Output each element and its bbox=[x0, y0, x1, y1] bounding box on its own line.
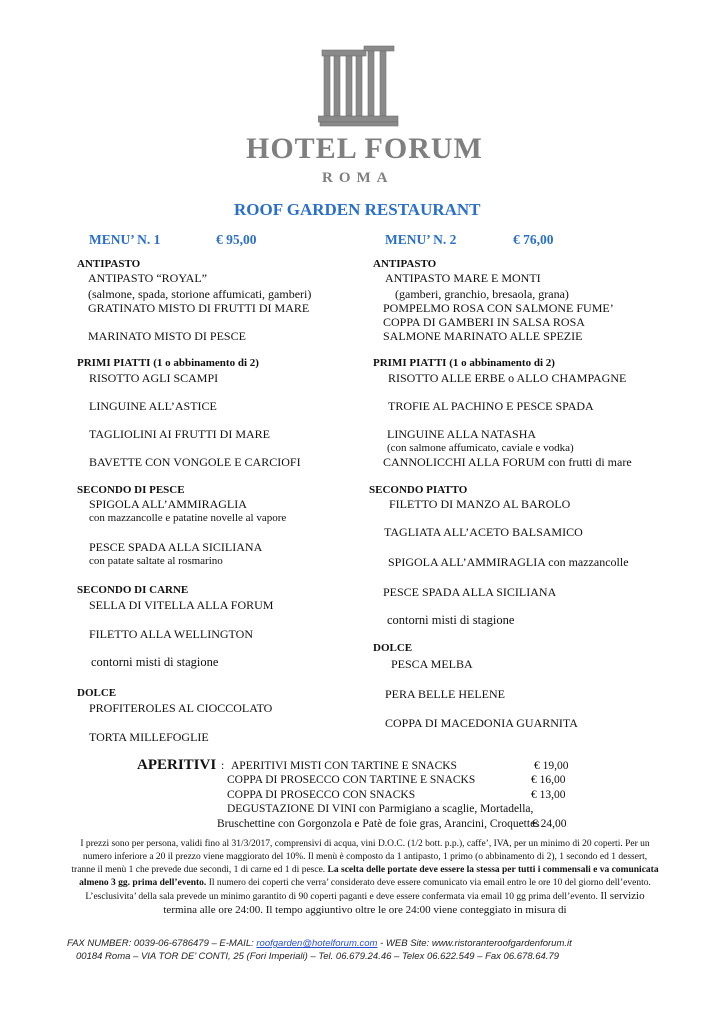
menu1-dolce-title: DOLCE bbox=[77, 687, 117, 699]
footer-fax: FAX NUMBER: 0039-06-6786479 – E-MAIL: bbox=[67, 938, 257, 949]
menu2-secondo-title: SECONDO PIATTO bbox=[369, 484, 468, 496]
menu2-antipasto-item: SALMONE MARINATO ALLE SPEZIE bbox=[383, 329, 583, 343]
aperitivi-price: € 24,00 bbox=[532, 818, 567, 830]
aperitivi-price: € 16,00 bbox=[531, 774, 566, 786]
terms-bold-line: La scelta delle portate deve essere la stessa per tutti i commensali e va comunicata almeno 3 gg. prima dell’evento. bbox=[79, 865, 659, 888]
menu1-antipasto-item: GRATINATO MISTO DI FRUTTI DI MARE bbox=[88, 301, 310, 315]
menu1-secondo-carne-item: SELLA DI VITELLA ALLA FORUM bbox=[89, 598, 274, 612]
terms-line: Il servizio termina alle ore 24:00. Il tempo aggiuntivo oltre le ore 24:00 viene conteggiato in misura di bbox=[163, 890, 645, 916]
menu2-primi-item: TROFIE AL PACHINO E PESCE SPADA bbox=[388, 399, 594, 413]
menu2-dolce-item: COPPA DI MACEDONIA GUARNITA bbox=[385, 716, 578, 730]
menu1-primi-item: RISOTTO AGLI SCAMPI bbox=[89, 371, 219, 385]
menu2-dolce-title: DOLCE bbox=[373, 642, 413, 654]
aperitivi-item: DEGUSTAZIONE DI VINI con Parmigiano a scaglie, Mortadella, bbox=[227, 803, 534, 815]
menu1-secondo-carne-item: FILETTO ALLA WELLINGTON bbox=[89, 627, 253, 641]
menu1-secondo-pesce-item: SPIGOLA ALL’AMMIRAGLIA bbox=[89, 497, 247, 511]
menu1-secondo-carne-item: contorni misti di stagione bbox=[91, 655, 219, 669]
menu2-dolce-item: PERA BELLE HELENE bbox=[385, 687, 505, 701]
terms-fine-print bbox=[70, 838, 660, 918]
terms-line: Per un numero inferiore a 20 il prezzo viene maggiorato del 10%. Il menù è composto da 1 antipasto, 1 primo (o abbinamento di 2), 1 secondo ed 1 dessert, tranne il menù 1 che prevede due secondi, 1 di carne ed 1 di pesce. bbox=[71, 839, 650, 875]
menu1-primi-item: LINGUINE ALL’ASTICE bbox=[89, 399, 217, 413]
columns-logo-icon bbox=[318, 40, 406, 128]
terms-line: Il numero dei coperti che verra’ considerato deve essere comunicato via email entro le ore 10 del giorno dell’evento. L’esclusivita’ della sala prevede un minimo garantito di 90 coperti paganti e deve essere confermata via email 10 gg prima dell’evento. bbox=[85, 878, 651, 902]
footer-email-link[interactable]: roofgarden@hotelforum.com bbox=[256, 938, 378, 949]
aperitivi-item: COPPA DI PROSECCO CON SNACKS bbox=[227, 789, 416, 801]
menu2-antipasto-item: (gamberi, granchio, bresaola, grana) bbox=[395, 287, 569, 301]
menu2-secondo-item: PESCE SPADA ALLA SICILIANA bbox=[383, 585, 557, 599]
menu1-price: € 95,00 bbox=[216, 232, 257, 247]
menu1-secondo-pesce-item: con patate saltate al rosmarino bbox=[89, 555, 223, 567]
menu1-antipasto-item: ANTIPASTO “ROYAL” bbox=[88, 271, 208, 285]
menu2-secondo-item: contorni misti di stagione bbox=[387, 613, 515, 627]
aperitivi-item: COPPA DI PROSECCO CON TARTINE E SNACKS bbox=[227, 774, 476, 786]
aperitivi-item: APERITIVI MISTI CON TARTINE E SNACKS bbox=[231, 760, 457, 772]
menu2-primi-item: RISOTTO ALLE ERBE o ALLO CHAMPAGNE bbox=[388, 371, 627, 385]
menu2-antipasto-item: POMPELMO ROSA CON SALMONE FUME’ bbox=[383, 301, 614, 315]
menu2-primi-title: PRIMI PIATTI (1 o abbinamento di 2) bbox=[373, 357, 555, 369]
aperitivi-label: APERITIVI bbox=[137, 757, 217, 773]
aperitivi-separator: : bbox=[221, 760, 225, 772]
menu1-dolce-item: PROFITEROLES AL CIOCCOLATO bbox=[89, 701, 273, 715]
footer-contact-line bbox=[67, 938, 572, 949]
menu1-secondo-pesce-item: con mazzancolle e patatine novelle al vapore bbox=[89, 512, 287, 524]
menu2-antipasto-item: ANTIPASTO MARE E MONTI bbox=[385, 271, 541, 285]
menu2-price: € 76,00 bbox=[513, 232, 554, 247]
menu1-dolce-item: TORTA MILLEFOGLIE bbox=[89, 730, 209, 744]
aperitivi-price: € 19,00 bbox=[534, 760, 569, 772]
menu1-secondo-pesce-title: SECONDO DI PESCE bbox=[77, 484, 185, 496]
footer-address: 00184 Roma – VIA TOR DE’ CONTI, 25 (Fori Imperiali) – Tel. 06.679.24.46 – Telex 06.622.549 – Fax 06.678.64.79 bbox=[76, 951, 560, 962]
restaurant-title: ROOF GARDEN RESTAURANT bbox=[234, 200, 481, 219]
menu1-primi-title: PRIMI PIATTI (1 o abbinamento di 2) bbox=[77, 357, 259, 369]
menu2-secondo-item: SPIGOLA ALL’AMMIRAGLIA con mazzancolle bbox=[388, 555, 629, 569]
menu2-antipasto-title: ANTIPASTO bbox=[373, 258, 437, 270]
menu1-secondo-carne-title: SECONDO DI CARNE bbox=[77, 584, 189, 596]
menu1-antipasto-title: ANTIPASTO bbox=[77, 258, 141, 270]
menu2-primi-item: (con salmone affumicato, caviale e vodka) bbox=[387, 442, 574, 454]
menu2-primi-item: CANNOLICCHI ALLA FORUM con frutti di mare bbox=[383, 455, 632, 469]
terms-line: I prezzi sono per persona, validi fino al 31/3/2017, comprensivi di acqua, vini D.O.C. (1/2 bott. p.p.), caffe’, IVA, per un minimo di 20 coperti. bbox=[80, 839, 623, 849]
menu1-antipasto-item: (salmone, spada, storione affumicati, gamberi) bbox=[88, 287, 312, 301]
menu2-secondo-item: FILETTO DI MANZO AL BAROLO bbox=[389, 497, 571, 511]
menu2-dolce-item: PESCA MELBA bbox=[391, 657, 473, 671]
menu2-primi-item: LINGUINE ALLA NATASHA bbox=[387, 427, 537, 441]
menu2-label: MENU’ N. 2 bbox=[385, 232, 457, 247]
footer-web: - WEB Site: www.ristoranteroofgardenforum.it bbox=[377, 938, 572, 949]
aperitivi-item: Bruschettine con Gorgonzola e Patè de foie gras, Arancini, Croquettes bbox=[217, 818, 540, 830]
menu2-secondo-item: TAGLIATA ALL’ACETO BALSAMICO bbox=[384, 525, 583, 539]
menu2-antipasto-item: COPPA DI GAMBERI IN SALSA ROSA bbox=[383, 315, 585, 329]
aperitivi-price: € 13,00 bbox=[531, 789, 566, 801]
menu1-primi-item: BAVETTE CON VONGOLE E CARCIOFI bbox=[89, 455, 301, 469]
hotel-name: HOTEL FORUM bbox=[246, 132, 483, 165]
menu1-antipasto-item: MARINATO MISTO DI PESCE bbox=[88, 329, 246, 343]
menu1-primi-item: TAGLIOLINI AI FRUTTI DI MARE bbox=[89, 427, 271, 441]
menu1-label: MENU’ N. 1 bbox=[89, 232, 161, 247]
hotel-city: ROMA bbox=[322, 170, 394, 186]
menu1-secondo-pesce-item: PESCE SPADA ALLA SICILIANA bbox=[89, 540, 263, 554]
